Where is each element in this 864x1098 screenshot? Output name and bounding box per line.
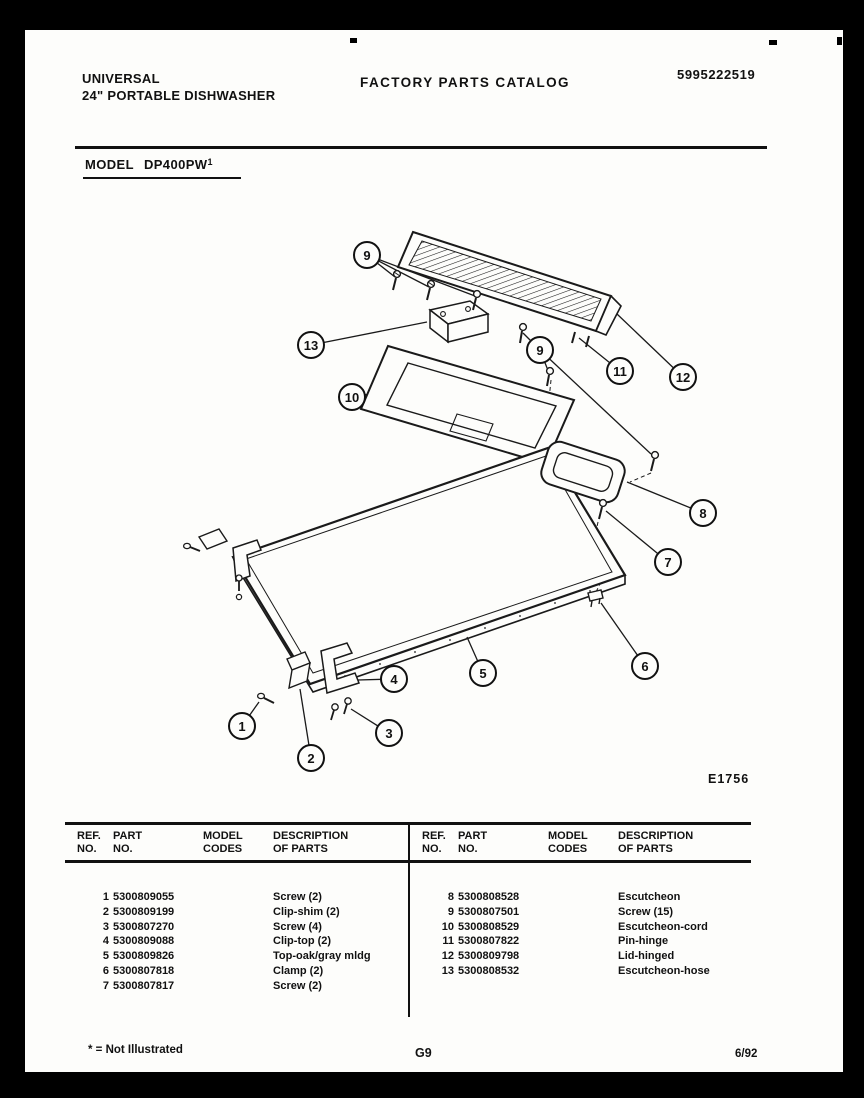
- model-codes-cell: [203, 964, 273, 979]
- col-desc-header: DESCRIPTION OF PARTS: [273, 830, 349, 855]
- model-label: MODEL: [85, 157, 134, 172]
- ref-cell: 11: [442, 935, 454, 948]
- callout-11: 11: [606, 357, 634, 385]
- part-number-cell: 5300809826: [113, 950, 175, 963]
- brand-name: UNIVERSAL: [82, 71, 160, 86]
- part-number-cell: 5300809199: [113, 905, 175, 918]
- description-cell: Screw (15): [618, 905, 674, 918]
- part-number-cell: 5300809798: [458, 950, 520, 963]
- not-illustrated-note: * = Not Illustrated: [88, 1044, 183, 1056]
- ref-cell: 8: [447, 891, 454, 903]
- catalog-number: 5995222519: [677, 67, 756, 82]
- parts-table-left: [65, 825, 408, 1017]
- table-row: [65, 979, 408, 994]
- description-cell: Escutcheon: [618, 891, 681, 903]
- callout-6: 6: [631, 652, 659, 680]
- header-rule: [75, 146, 767, 149]
- table-row: [65, 949, 408, 964]
- model-codes-cell: [203, 979, 273, 994]
- callout-3: 3: [375, 719, 403, 747]
- callout-10: 10: [338, 383, 366, 411]
- ref-cell: 4: [102, 935, 109, 948]
- callout-9: 9: [353, 241, 381, 269]
- callout-13: 13: [297, 331, 325, 359]
- model-line: [85, 157, 213, 172]
- callout-4: 4: [380, 665, 408, 693]
- table-row: [410, 920, 751, 935]
- table-header-rule: [410, 860, 751, 863]
- model-codes-cell: [203, 920, 273, 935]
- brand-block: [82, 70, 275, 104]
- ref-cell: 6: [102, 964, 109, 977]
- table-row: [65, 934, 408, 949]
- ref-cell: 5: [102, 950, 109, 963]
- model-underline: [83, 177, 241, 179]
- model-suffix: 1: [207, 157, 213, 167]
- table-row: [410, 949, 751, 964]
- clamp-part: [588, 590, 603, 607]
- description-cell: Escutcheon-cord: [618, 920, 708, 933]
- part-number-cell: 5300808532: [458, 964, 520, 977]
- table-row: [65, 890, 408, 905]
- description-cell: Top-oak/gray mldg: [273, 950, 371, 963]
- page-title: FACTORY PARTS CATALOG: [360, 75, 570, 90]
- model-codes-cell: [548, 964, 618, 979]
- model-codes-cell: [548, 934, 618, 949]
- table-row: [410, 905, 751, 920]
- model-codes-cell: [203, 890, 273, 905]
- model-codes-cell: [203, 934, 273, 949]
- callout-2: 2: [297, 744, 325, 772]
- ref-cell: 7: [102, 979, 109, 992]
- description-cell: Screw (4): [273, 920, 322, 933]
- model-number: DP400PW: [143, 157, 208, 172]
- model-codes-cell: [548, 890, 618, 905]
- product-type: 24" PORTABLE DISHWASHER: [82, 88, 276, 103]
- description-cell: Screw (2): [273, 979, 322, 992]
- description-cell: Escutcheon-hose: [618, 964, 710, 977]
- callout-12: 12: [669, 363, 697, 391]
- scan-artifact: [837, 37, 842, 45]
- callout-9b: 9: [526, 336, 554, 364]
- model-codes-cell: [548, 905, 618, 920]
- model-codes-cell: [203, 949, 273, 964]
- table-header: [410, 830, 751, 855]
- scan-artifact: [769, 40, 777, 45]
- ref-cell: 10: [441, 920, 454, 933]
- col-part-header: PART NO.: [458, 830, 488, 855]
- table-row: [65, 964, 408, 979]
- table-row: [65, 920, 408, 935]
- callout-8: 8: [689, 499, 717, 527]
- parts-table: [65, 822, 751, 1017]
- diagram-code: E1756: [708, 772, 750, 786]
- table-row: [410, 890, 751, 905]
- callout-1: 1: [228, 712, 256, 740]
- col-ref-header: REF. NO.: [422, 830, 446, 855]
- col-model-header: MODEL CODES: [548, 830, 588, 855]
- table-header-rule: [65, 860, 408, 863]
- ref-cell: 12: [441, 950, 454, 963]
- part-number-cell: 5300807270: [113, 920, 175, 933]
- col-model-header: MODEL CODES: [203, 830, 243, 855]
- part-number-cell: 5300808528: [458, 891, 520, 903]
- ref-cell: 3: [102, 920, 109, 933]
- scan-artifact: [350, 38, 357, 43]
- page-number: G9: [415, 1046, 432, 1060]
- table-row: [410, 934, 751, 949]
- ref-cell: 1: [102, 891, 109, 903]
- col-part-header: PART NO.: [113, 830, 143, 855]
- model-codes-cell: [203, 905, 273, 920]
- table-row: [65, 905, 408, 920]
- model-codes-cell: [548, 920, 618, 935]
- table-row: [410, 964, 751, 979]
- hinge-pin: [572, 332, 575, 343]
- junction-box: [430, 301, 488, 342]
- description-cell: Screw (2): [273, 891, 322, 903]
- callout-5: 5: [469, 659, 497, 687]
- description-cell: Pin-hinge: [618, 935, 669, 948]
- parts-table-right: [408, 825, 751, 1017]
- part-number-cell: 5300809055: [113, 891, 175, 903]
- clip-shim-part: [199, 529, 227, 549]
- part-number-cell: 5300807822: [458, 935, 520, 948]
- part-number-cell: 5300807817: [113, 979, 175, 992]
- description-cell: Clip-shim (2): [273, 905, 340, 918]
- part-number-cell: 5300807501: [458, 905, 520, 918]
- date-code: 6/92: [735, 1048, 758, 1060]
- ref-cell: 9: [447, 905, 454, 918]
- ref-cell: 13: [441, 964, 454, 977]
- description-cell: Clamp (2): [273, 964, 324, 977]
- table-rows: [410, 890, 751, 979]
- table-header: [65, 830, 408, 855]
- col-desc-header: DESCRIPTION OF PARTS: [618, 830, 694, 855]
- ref-cell: 2: [102, 905, 109, 918]
- table-rows: [65, 890, 408, 994]
- part-number-cell: 5300809088: [113, 935, 175, 948]
- description-cell: Clip-top (2): [273, 935, 332, 948]
- part-number-cell: 5300807818: [113, 964, 175, 977]
- col-ref-header: REF. NO.: [77, 830, 101, 855]
- catalog-page: [25, 30, 843, 1072]
- part-number-cell: 5300808529: [458, 920, 520, 933]
- model-codes-cell: [548, 949, 618, 964]
- callout-7: 7: [654, 548, 682, 576]
- description-cell: Lid-hinged: [618, 950, 675, 963]
